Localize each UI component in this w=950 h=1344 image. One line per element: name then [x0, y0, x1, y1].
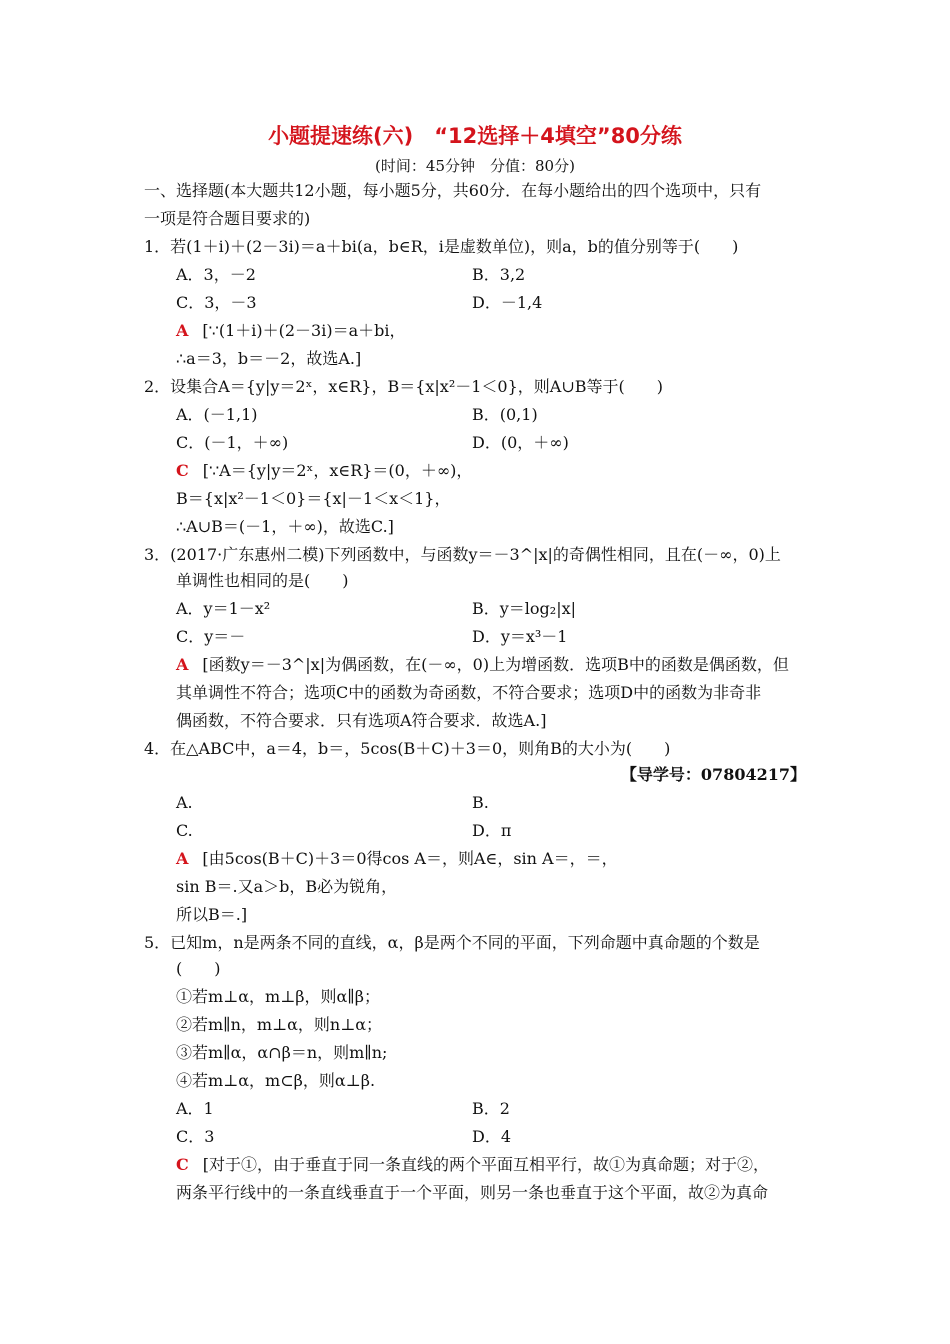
q5-option-d: D．4 [472, 1127, 512, 1146]
q5-answer: C [176, 1155, 189, 1174]
q3-option-b: B．y＝log₂|x| [472, 599, 577, 618]
q4-option-b: B. [472, 793, 489, 812]
q4-guide-number: 【导学号：07804217】 [620, 765, 806, 784]
q2-answer: C [176, 461, 189, 480]
q1-option-b: B．3,2 [472, 265, 526, 284]
q3-stem-cont: 单调性也相同的是( ) [176, 571, 349, 590]
q1-option-a: A．3，－2 [176, 265, 256, 284]
q4-solution [176, 848, 618, 870]
q5-option-b: B．2 [472, 1099, 510, 1118]
q4-stem: 4．在△ABC中，a＝4，b＝，5cos(B＋C)＋3＝0，则角B的大小为( ) [144, 739, 671, 758]
q1-option-c: C．3，－3 [176, 293, 257, 312]
q5-proposition-4: ④若m⊥α，m⊂β，则α⊥β. [176, 1071, 376, 1090]
q3-solution-end: 偶函数，不符合要求．只有选项A符合要求．故选A.] [176, 711, 547, 730]
q5-option-c: C．3 [176, 1127, 215, 1146]
q3-option-a: A．y＝1－x² [176, 599, 271, 618]
q1-solution-cont: ∴a＝3，b＝－2，故选A.] [176, 349, 362, 368]
q2-solution-cont: B＝{x|x²－1＜0}＝{x|－1＜x＜1}， [176, 489, 451, 508]
q4-option-a: A. [176, 793, 193, 812]
q1-option-d: D．－1,4 [472, 293, 543, 312]
q2-option-d: D．(0，＋∞) [472, 433, 569, 452]
q2-solution [176, 460, 472, 482]
q4-solution-text: [由5cos(B＋C)＋3＝0得cos A＝，则A∈，sin A＝，＝， [202, 849, 618, 868]
section-intro-cont: 一项是符合题目要求的) [144, 209, 311, 228]
q3-solution-cont: 其单调性不符合；选项C中的函数为奇函数，不符合要求；选项D中的函数为非奇非 [176, 683, 762, 702]
page-subtitle: (时间：45分钟 分值：80分) [375, 157, 575, 175]
q2-option-a: A．(－1,1) [176, 405, 258, 424]
q4-solution-cont: sin B＝.又a＞b，B必为锐角， [176, 877, 398, 896]
q5-stem-cont: ( ) [176, 959, 221, 978]
q3-option-d: D．y＝x³－1 [472, 627, 568, 646]
q5-solution-cont: 两条平行线中的一条直线垂直于一个平面，则另一条也垂直于这个平面，故②为真命 [176, 1183, 769, 1202]
q3-solution [176, 654, 789, 676]
q1-solution-text: [∵(1＋i)＋(2－3i)＝a＋bi， [202, 321, 406, 340]
q4-option-c: C. [176, 821, 193, 840]
q3-answer: A [176, 655, 189, 674]
q1-stem: 1．若(1＋i)＋(2－3i)＝a＋bi(a，b∈R，i是虚数单位)，则a，b的值分别等于( ) [144, 237, 739, 256]
q5-stem: 5．已知m，n是两条不同的直线，α，β是两个不同的平面，下列命题中真命题的个数是 [144, 933, 760, 952]
q2-solution-text: [∵A＝{y|y＝2ˣ，x∈R}＝(0，＋∞)， [202, 461, 473, 480]
q1-answer: A [176, 321, 189, 340]
q3-solution-text: [函数y＝－3^|x|为偶函数，在(－∞，0)上为增函数．选项B中的函数是偶函数，但 [202, 655, 789, 674]
page-title: 小题提速练(六) “12选择＋4填空”80分练 [268, 124, 682, 148]
q5-proposition-1: ①若m⊥α，m⊥β，则α∥β； [176, 987, 380, 1006]
q5-proposition-3: ③若m∥α，α∩β＝n，则m∥n; [176, 1043, 388, 1062]
q4-answer: A [176, 849, 189, 868]
q5-proposition-2: ②若m∥n，m⊥α，则n⊥α； [176, 1015, 383, 1034]
q5-solution-text: [对于①，由于垂直于同一条直线的两个平面互相平行，故①为真命题；对于②， [202, 1155, 769, 1174]
q5-solution [176, 1154, 769, 1176]
q2-option-b: B．(0,1) [472, 405, 538, 424]
section-intro: 一、选择题(本大题共12小题，每小题5分，共60分．在每小题给出的四个选项中，只有 [144, 181, 762, 200]
q1-solution [176, 320, 406, 342]
q2-option-c: C．(－1，＋∞) [176, 433, 289, 452]
q2-solution-end: ∴A∪B＝(－1，＋∞)，故选C.] [176, 517, 394, 536]
q3-option-c: C．y＝－ [176, 627, 246, 646]
q4-option-d: D．π [472, 821, 512, 840]
q2-stem: 2．设集合A＝{y|y＝2ˣ，x∈R}，B＝{x|x²－1＜0}，则A∪B等于( ) [144, 377, 663, 396]
q4-solution-end: 所以B＝.] [176, 905, 248, 924]
q5-option-a: A．1 [176, 1099, 214, 1118]
q3-stem: 3．(2017·广东惠州二模)下列函数中，与函数y＝－3^|x|的奇偶性相同，且在(－∞，0)上 [144, 545, 781, 564]
